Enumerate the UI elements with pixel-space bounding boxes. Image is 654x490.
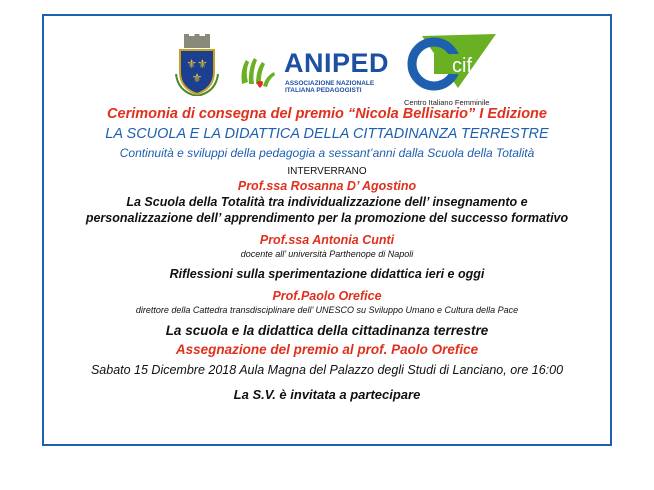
aniped-name: ANIPED <box>284 48 390 78</box>
date-place: Sabato 15 Dicembre 2018 Aula Magna del Palazzo degli Studi di Lanciano, ore 16:00 <box>90 363 564 377</box>
event-subtitle: Continuità e sviluppi della pedagogia a sessant’anni dalla Scuola della Totalità <box>119 146 535 160</box>
aniped-logo <box>238 44 408 96</box>
award-line: Assegnazione del premio al prof. Paolo Orefice <box>175 342 479 357</box>
aniped-subtitle-line-2: ITALIANA PEDAGOGISTI <box>285 87 362 94</box>
speaker-2-name: Prof.ssa Antonia Cunti <box>259 233 395 247</box>
aniped-subtitle <box>285 80 374 94</box>
invitation-text <box>42 106 612 402</box>
speaker-1-name: Prof.ssa Rosanna D’ Agostino <box>237 179 417 193</box>
cif-logo-icon <box>400 28 500 108</box>
coat-of-arms-icon <box>174 34 220 96</box>
speaker-1-talk-line-1: La Scuola della Totalità tra individualizzazione dell’ insegnamento e <box>126 195 528 209</box>
speaker-1-talk-line-2: personalizzazione dell’ apprendimento per la promozione del successo formativo <box>85 211 569 225</box>
speaker-3-name: Prof.Paolo Orefice <box>272 289 382 303</box>
aniped-subtitle-line-1: ASSOCIAZIONE NAZIONALE <box>285 80 375 87</box>
svg-text:⚜⚜: ⚜⚜ <box>186 57 208 71</box>
speaker-3-talk: La scuola e la didattica della cittadinanza terrestre <box>165 323 489 338</box>
speaker-2-role: docente all’ università Parthenope di Napoli <box>240 249 414 259</box>
event-title: LA SCUOLA E LA DIDATTICA DELLA CITTADINANZA TERRESTRE <box>105 126 549 142</box>
svg-text:⚜: ⚜ <box>191 71 203 85</box>
cif-caption: Centro Italiano Femminile <box>404 98 490 107</box>
hands-icon <box>238 50 282 94</box>
invite-line: La S.V. è invitata a partecipare <box>233 387 421 402</box>
speaker-3-role: direttore della Cattedra transdisciplinare dell’ UNESCO su Sviluppo Umano e Cultura della Pace <box>135 305 519 315</box>
logo-bar <box>42 22 612 108</box>
interverranno-label: INTERVERRANO <box>287 166 367 177</box>
ceremony-title: Cerimonia di consegna del premio “Nicola Bellisario” I Edizione <box>107 106 547 122</box>
speaker-2-talk: Riflessioni sulla sperimentazione didattica ieri e oggi <box>169 267 485 281</box>
cif-mark-text: cif <box>452 55 472 77</box>
